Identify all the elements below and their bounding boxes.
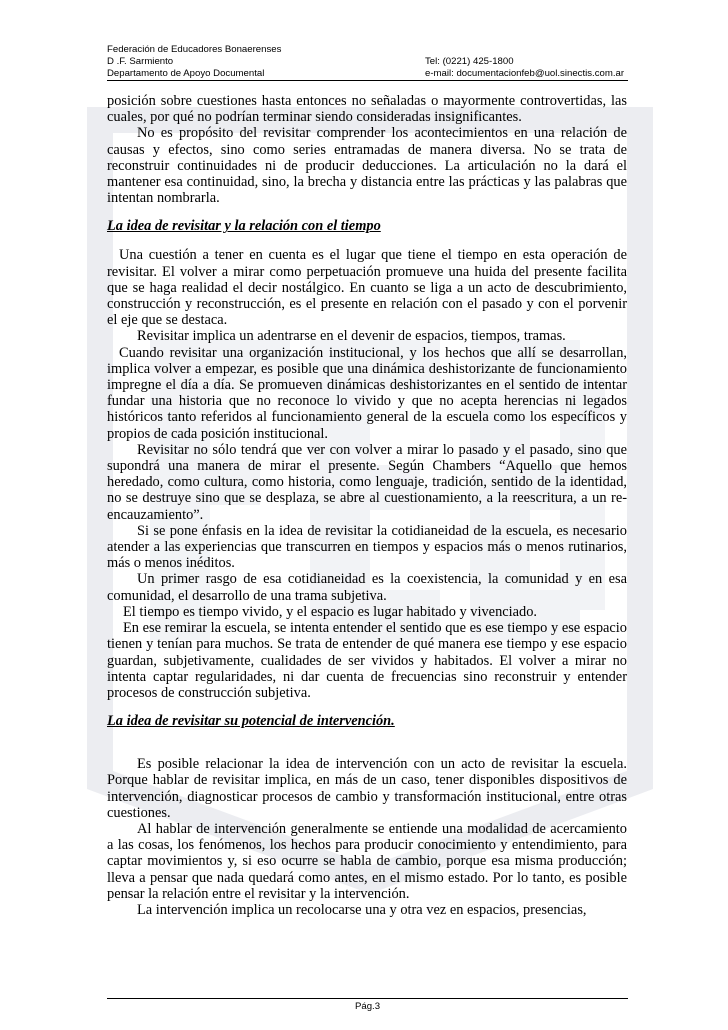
paragraph: Si se pone énfasis en la idea de revisitar la cotidianeidad de la escuela, es necesario atender a las experiencias que transcurren en tiempos y espacios más o menos rutinarios, más o menos inéditos.: [107, 522, 627, 572]
paragraph: Es posible relacionar la idea de intervención con un acto de revisitar la escuela. Porque hablar de revisitar implica, en más de un caso, tener disponibles dispositivos de intervención, diagnosticar procesos de cambio y transformación institucional, entre otras cuestiones.: [107, 756, 627, 821]
page-number: Pág.3: [354, 1001, 381, 1012]
paragraph: Una cuestión a tener en cuenta es el lugar que tiene el tiempo en esta operación de revisitar. El volver a mirar como perpetuación promueve una huida del presente facilita que se haga realidad el decir nostálgico. En cuanto se liga a un acto de descubrimiento, construcción y reconstrucción, es el presente en relación con el pasado y con el porvenir el eje que se destaca.: [107, 247, 627, 329]
paragraph: El tiempo es tiempo vivido, y el espacio es lugar habitado y vivenciado.: [123, 603, 538, 620]
paragraph: La intervención implica un recolocarse una y otra vez en espacios, presencias,: [137, 901, 587, 918]
header-line-3: [107, 68, 627, 80]
spacer: [107, 742, 627, 756]
paragraph: Revisitar no sólo tendrá que ver con volver a mirar lo pasado y el pasado, sino que supondrá una manera de mirar el presente. Según Chambers “Aquello que hemos heredado, como cultura, como historia, como lenguaje, tradición, sentido de la identidad, no se destruye sino que se desplaza, se abre al cuestionamiento, a la reescritura, a un re-encauzamiento”.: [107, 441, 627, 523]
page-footer: [107, 998, 628, 1012]
paragraph: No es propósito del revisitar comprender los acontecimientos en una relación de causas y efectos, sino como series entramadas de manera diversa. No se trata de reconstruir continuidades ni de producir deducciones. La articulación no la dará el mantener esa continuidad, sino, la brecha y distancia entre las prácticas y las palabras que intentan nombrarla.: [107, 125, 627, 207]
email-address: e-mail: documentacionfeb@uol.sinectis.com.ar: [425, 68, 625, 79]
page-header: [107, 44, 627, 80]
organization-branch: D .F. Sarmiento: [107, 56, 174, 67]
paragraph: Revisitar implica un adentrarse en el devenir de espacios, tiempos, tramas.: [137, 328, 566, 345]
paragraph: Al hablar de intervención generalmente se entiende una modalidad de acercamiento a las cosas, los fenómenos, los hechos para producir conocimiento y entendimiento, para captar movimientos y, si eso ocurre se habla de cambio, porque esa misma producción; lleva a pensar que nada quedará como antes, en el mismo estado. Por lo tanto, es posible pensar la relación entre el revisitar y la intervención.: [107, 820, 627, 902]
section-heading: La idea de revisitar y la relación con el tiempo: [107, 218, 381, 235]
paragraph: Cuando revisitar una organización institucional, y los hechos que allí se desarrollan, implica volver a empezar, es posible que una dinámica deshistorizante de funcionamiento impregne el día a día. Se promueven dinámicas deshistorizantes en el sentido de intentar fundar una historia que no reconoce lo vivido y que no acepta herencias ni legados históricos tanto referidos al funcionamiento general de la escuela como los específicos y propios de cada posición institucional.: [107, 344, 627, 442]
document-body: [107, 93, 627, 918]
header-line-2: [107, 56, 627, 68]
paragraph: posición sobre cuestiones hasta entonces no señaladas o mayormente controvertidas, las cuales, por qué no podrían terminar siendo consideradas insignificantes.: [107, 93, 627, 126]
header-line-1: [107, 44, 627, 56]
paragraph: En ese remirar la escuela, se intenta entender el sentido que es ese tiempo y ese espacio tienen y tenían para muchos. Se trata de entender de qué manera ese tiempo y ese espacio guardan, subjetivamente, cualidades de ser vividos y habitados. El volver a mirar no intenta captar regularidades, ni dar cuenta de frecuencias sino reconstruir y entender procesos de construcción subjetiva.: [107, 620, 627, 701]
department-name: Departamento de Apoyo Documental: [107, 68, 265, 79]
paragraph: Un primer rasgo de esa cotidianeidad es la coexistencia, la comunidad y en esa comunidad, el desarrollo de una trama subjetiva.: [107, 571, 627, 604]
section-heading: La idea de revisitar su potencial de intervención.: [107, 713, 395, 730]
phone-number: Tel: (0221) 425-1800: [425, 56, 514, 67]
header-divider: [107, 80, 628, 81]
organization-name: Federación de Educadores Bonaerenses: [107, 44, 282, 55]
